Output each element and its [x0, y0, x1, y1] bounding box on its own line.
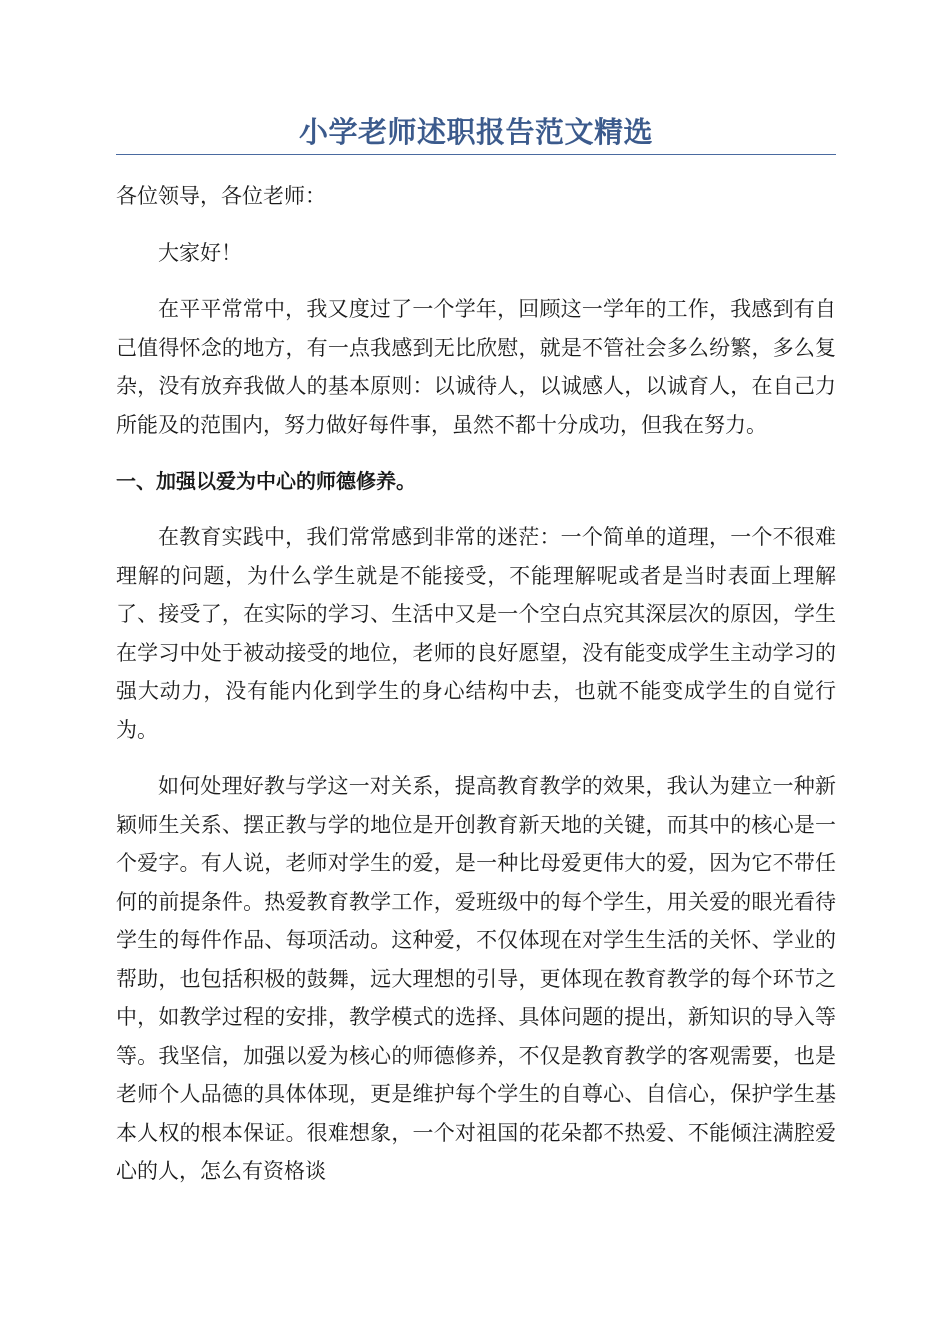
document-title: 小学老师述职报告范文精选 [116, 112, 836, 155]
greeting: 大家好！ [158, 240, 242, 265]
paragraph-2: 在教育实践中，我们常常感到非常的迷茫：一个简单的道理，一个不很难理解的问题，为什么学生就是不能接受，不能理解呢或者是当时表面上理解了、接受了，在实际的学习、生活中又是一个空白点究其深层次的原因，学生在学习中处于被动接受的地位，老师的良好愿望，没有能变成学生主动学习的强大动力，没有能内化到学生的身心结构中去，也就不能变成学生的自觉行为。 [116, 525, 836, 742]
salutation: 各位领导，各位老师： [116, 184, 326, 208]
paragraph-3: 如何处理好教与学这一对关系，提高教育教学的效果，我认为建立一种新颖师生关系、摆正教与学的地位是开创教育新天地的关键，而其中的核心是一个爱字。有人说，老师对学生的爱，是一种比母爱更伟大的爱，因为它不带任何的前提条件。热爱教育教学工作，爱班级中的每个学生，用关爱的眼光看待学生的每件作品、每项活动。这种爱，不仅体现在对学生生活的关怀、学业的帮助，也包括积极的鼓舞，远大理想的引导，更体现在教育教学的每个环节之中，如教学过程的安排，教学模式的选择、具体问题的提出，新知识的导入等等。我坚信，加强以爱为核心的师德修养，不仅是教育教学的客观需要，也是老师个人品德的具体体现，更是维护每个学生的自尊心、自信心，保护学生基本人权的根本保证。很难想象，一个对祖国的花朵都不热爱、不能倾注满腔爱心的人，怎么有资格谈 [116, 774, 836, 1183]
document-page [116, 112, 836, 1191]
section-heading-1: 一、加强以爱为中心的师德修养。 [116, 469, 416, 493]
paragraph-1: 在平平常常中，我又度过了一个学年，回顾这一学年的工作，我感到有自己值得怀念的地方，有一点我感到无比欣慰，就是不管社会多么纷繁，多么复杂，没有放弃我做人的基本原则：以诚待人，以诚感人，以诚育人，在自己力所能及的范围内，努力做好每件事，虽然不都十分成功，但我在努力。 [116, 297, 836, 437]
